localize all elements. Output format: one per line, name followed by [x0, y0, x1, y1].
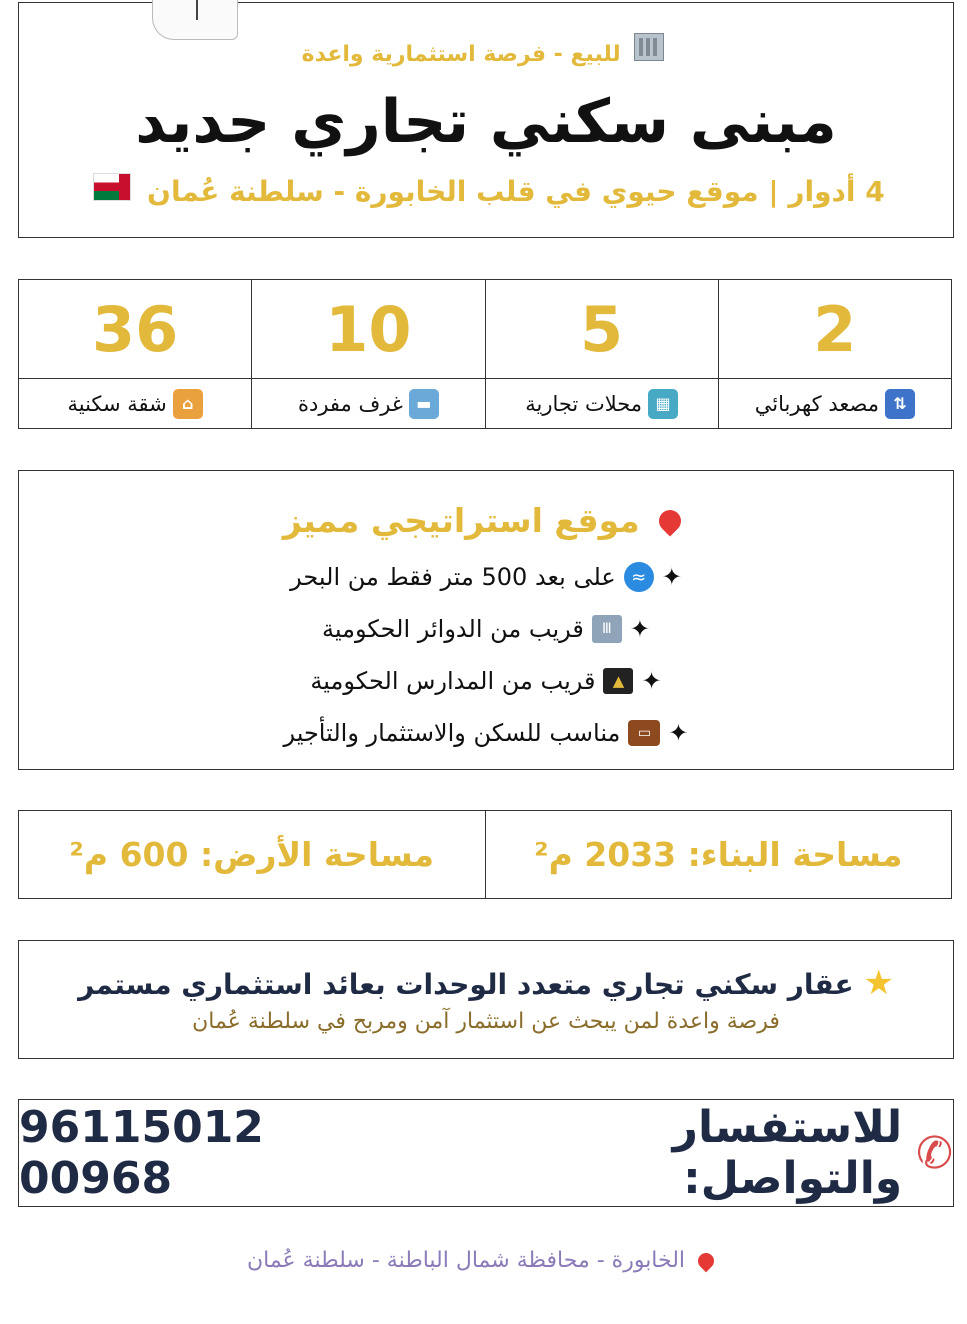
house-icon: ⌂	[173, 389, 203, 419]
office-building-icon	[634, 33, 664, 61]
bed-icon: ▬	[409, 389, 439, 419]
list-item	[19, 551, 953, 603]
list-item	[19, 707, 953, 759]
stats-card	[18, 279, 952, 429]
government-building-icon: Ⅲ	[592, 615, 622, 643]
location-pin-icon	[655, 505, 686, 536]
briefcase-icon: ▭	[628, 720, 660, 746]
oman-flag-icon	[93, 173, 131, 201]
store-icon: ▦	[648, 389, 678, 419]
sale-tag	[19, 33, 953, 67]
stat-value: 36	[19, 280, 251, 379]
header-card	[18, 2, 954, 238]
stat-label: غرف مفردة	[297, 391, 403, 416]
location-card	[18, 470, 954, 770]
page-title: مبنى سكني تجاري جديد	[135, 87, 837, 157]
sparkle-icon: ✦	[641, 667, 662, 695]
stat-label-row	[252, 379, 484, 428]
list-item-text: على بعد 500 متر فقط من البحر	[290, 563, 616, 591]
phone-number[interactable]: 96115012 00968	[19, 1102, 264, 1204]
stat-value: 10	[252, 280, 484, 379]
stats-grid	[19, 280, 951, 428]
stat-shops	[485, 280, 718, 428]
building-area: مساحة البناء: 2033 م²	[485, 811, 952, 898]
stat-apartments	[19, 280, 251, 428]
wave-icon: ≈	[624, 562, 654, 592]
areas-grid	[19, 811, 951, 898]
investment-title: عقار سكني تجاري متعدد الوحدات بعائد استثماري مستمر	[78, 968, 854, 1001]
investment-title-row	[19, 963, 953, 1003]
list-item-text: قريب من المدارس الحكومية	[310, 667, 596, 695]
elevator-icon: ⇅	[885, 389, 915, 419]
location-pin-icon	[695, 1250, 718, 1273]
location-title-row	[19, 501, 953, 540]
corner-tab	[152, 0, 238, 40]
list-item	[19, 603, 953, 655]
contact-label: للاستفسار والتواصل:	[672, 1102, 903, 1204]
page-subtitle	[19, 173, 953, 208]
sparkle-icon: ✦	[661, 563, 682, 591]
sparkle-icon: ✦	[668, 719, 689, 747]
list-item	[19, 655, 953, 707]
contact-row	[19, 1100, 953, 1206]
location-title: موقع استراتيجي مميز	[282, 501, 640, 540]
footer-text: الخابورة - محافظة شمال الباطنة - سلطنة عُمان	[246, 1248, 686, 1273]
stat-elevators	[718, 280, 951, 428]
corner-tab-mark	[196, 0, 198, 20]
investment-subtitle: فرصة واعدة لمن يبحث عن استثمار آمن ومربح في سلطنة عُمان	[192, 1009, 780, 1034]
stat-value: 2	[719, 280, 951, 379]
land-area: مساحة الأرض: 600 م²	[69, 835, 435, 874]
stat-label-row	[486, 379, 718, 428]
stat-label: محلات تجارية	[525, 391, 643, 416]
areas-card	[18, 810, 952, 899]
investment-card	[18, 940, 954, 1059]
sparkle-icon: ✦	[629, 615, 650, 643]
stat-label: شقة سكنية	[67, 391, 167, 416]
stat-value: 5	[486, 280, 718, 379]
contact-card	[18, 1099, 954, 1207]
graduation-cap-icon: ▲	[603, 668, 633, 694]
list-item-text: مناسب للسكن والاستثمار والتأجير	[283, 719, 621, 747]
list-item-text: قريب من الدوائر الحكومية	[322, 615, 584, 643]
location-list	[19, 551, 953, 759]
star-icon: ★	[863, 963, 894, 1003]
footer-location	[0, 1248, 967, 1273]
phone-icon: ✆	[916, 1127, 953, 1179]
stat-label-row	[719, 379, 951, 428]
stat-label: مصعد كهربائي	[754, 391, 879, 416]
stat-rooms	[251, 280, 484, 428]
sale-tag-text: للبيع - فرصة استثمارية واعدة	[301, 42, 621, 67]
stat-label-row	[19, 379, 251, 428]
page-subtitle-text: 4 أدوار | موقع حيوي في قلب الخابورة - سلطنة عُمان	[147, 175, 885, 208]
